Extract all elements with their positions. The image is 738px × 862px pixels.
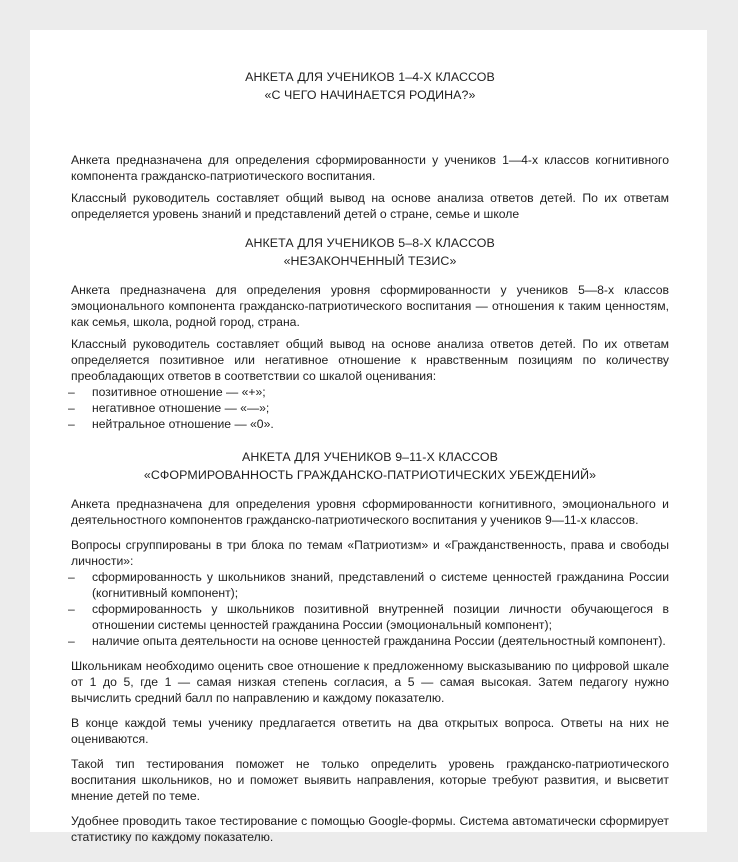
dash-marker: – xyxy=(68,401,75,415)
paragraph: Анкета предназначена для определения уровня сформированности у учеников 5—8-х классов эмоционального компонента гражданско-патриотического воспитания — отношения к таким ценностям, как семья, школа, родной город, страна. xyxy=(71,283,669,329)
paragraph: Анкета предназначена для определения сформированности у учеников 1—4-х классов когнитивного компонента гражданско-патриотического воспитания. xyxy=(71,153,669,183)
section-subtitle-line: «С ЧЕГО НАЧИНАЕТСЯ РОДИНА?» xyxy=(264,88,476,102)
paragraph: Такой тип тестирования поможет не только определить уровень гражданско-патриотического воспитания школьников, но и поможет выявить направления, которые требуют развития, и высветит мнение детей по теме. xyxy=(71,757,669,803)
paragraph: Вопросы сгруппированы в три блока по темам «Патриотизм» и «Гражданственность, права и свободы личности»: xyxy=(71,538,669,568)
paragraph: Классный руководитель составляет общий вывод на основе анализа ответов детей. По их ответам определяется позитивное или негативное отношение к нравственным позициям по количеству преобладающих ответов в соответствии со шкалой оценивания: xyxy=(71,337,669,383)
section-title-line: АНКЕТА ДЛЯ УЧЕНИКОВ 5–8-Х КЛАССОВ xyxy=(245,236,495,250)
section-title-line: АНКЕТА ДЛЯ УЧЕНИКОВ 9–11-Х КЛАССОВ xyxy=(242,450,498,464)
section-title-grades-9-11 xyxy=(71,448,669,484)
dash-marker: – xyxy=(68,602,75,616)
paragraph: Удобнее проводить такое тестирование с помощью Google-формы. Система автоматически сформирует статистику по каждому показателю. xyxy=(71,814,669,844)
list-item-text: сформированность у школьников знаний, представлений о системе ценностей гражданина России (когнитивный компонент); xyxy=(92,570,669,600)
list-item-text: негативное отношение — «—»; xyxy=(92,401,270,415)
section-title-line: АНКЕТА ДЛЯ УЧЕНИКОВ 1–4-Х КЛАССОВ xyxy=(245,70,495,84)
document-page xyxy=(30,30,707,844)
list-item xyxy=(68,633,669,649)
list-item-text: нейтральное отношение — «0». xyxy=(92,417,274,431)
section-subtitle-line: «СФОРМИРОВАННОСТЬ ГРАЖДАНСКО-ПАТРИОТИЧЕСКИХ УБЕЖДЕНИЙ» xyxy=(143,468,597,482)
paragraph: В конце каждой темы ученику предлагается ответить на два открытых вопроса. Ответы на них не оцениваются. xyxy=(71,716,669,746)
rating-scale-list xyxy=(68,384,669,432)
section-title-grades-5-8 xyxy=(71,234,669,270)
list-item xyxy=(68,400,669,416)
paragraph: Школьникам необходимо оценить свое отношение к предложенному высказыванию по цифровой шкале от 1 до 5, где 1 — самая низкая степень согласия, а 5 — самая высокая. Затем педагогу нужно вычислить средний балл по направлению и каждому показателю. xyxy=(71,659,669,705)
list-item xyxy=(68,569,669,601)
dash-marker: – xyxy=(68,634,75,648)
dash-marker: – xyxy=(68,570,75,584)
list-item-text: наличие опыта деятельности на основе ценностей гражданина России (деятельностный компонент). xyxy=(92,634,666,648)
list-item xyxy=(68,416,669,432)
question-blocks-list xyxy=(68,569,669,649)
paragraph: Анкета предназначена для определения уровня сформированности когнитивного, эмоционального и деятельностного компонентов гражданско-патриотического воспитания у учеников 9—11-х классов. xyxy=(71,497,669,527)
section-subtitle-line: «НЕЗАКОНЧЕННЫЙ ТЕЗИС» xyxy=(283,254,457,268)
section-title-grades-1-4 xyxy=(71,68,669,104)
dash-marker: – xyxy=(68,385,75,399)
list-item-text: позитивное отношение — «+»; xyxy=(92,385,266,399)
document-content xyxy=(68,68,669,845)
list-item xyxy=(68,384,669,400)
paragraph: Классный руководитель составляет общий вывод на основе анализа ответов детей. По их ответам определяется уровень знаний и представлений детей о стране, семье и школе xyxy=(71,191,669,221)
dash-marker: – xyxy=(68,417,75,431)
list-item-text: сформированность у школьников позитивной внутренней позиции личности обучающегося в отношении системы ценностей гражданина России (эмоциональный компонент); xyxy=(92,602,669,632)
list-item xyxy=(68,601,669,633)
